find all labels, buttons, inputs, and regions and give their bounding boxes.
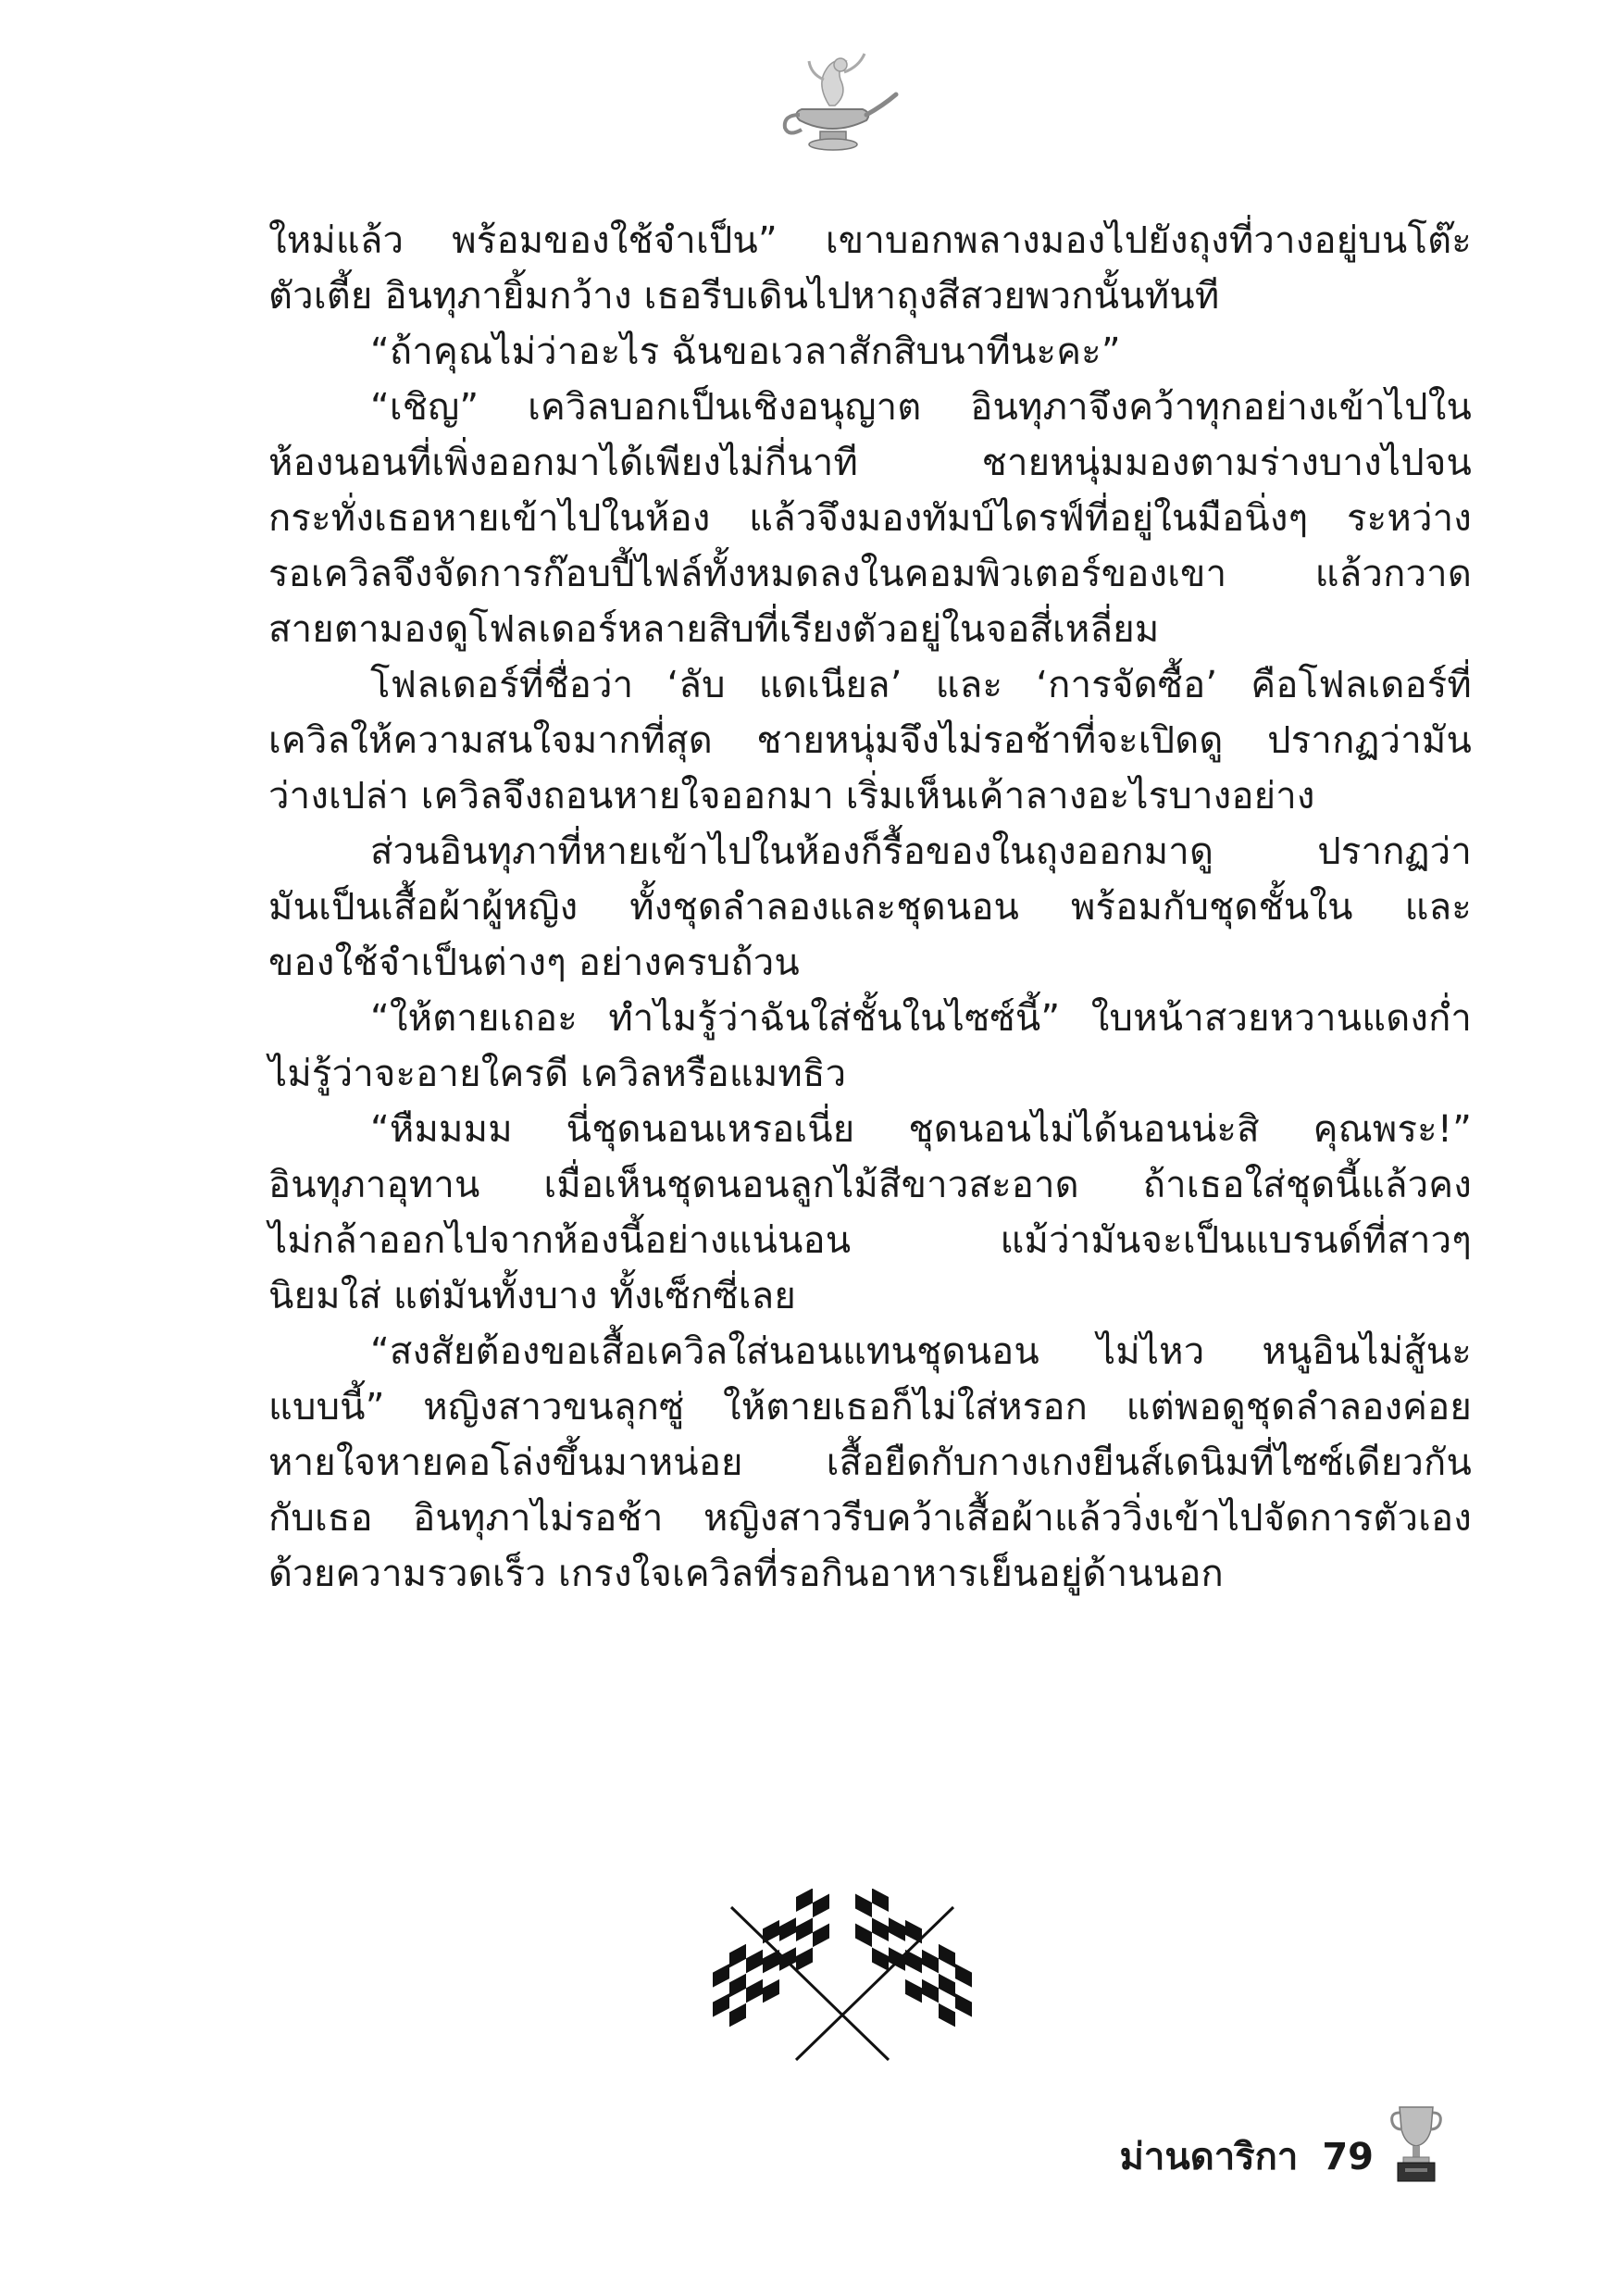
text-line: ส่วนอินทุภาที่หายเข้าไปในห้องก็รื้อของในถุงออกมาดู ปรากฏว่า <box>370 830 1472 873</box>
text-line: มันเป็นเสื้อผ้าผู้หญิง ทั้งชุดลำลองและชุดนอน พร้อมกับชุดชั้นใน และ <box>268 886 1472 929</box>
text-line: ว่างเปล่า เควิลจึงถอนหายใจออกมา เริ่มเห็นเค้าลางอะไรบางอย่าง <box>268 775 1315 817</box>
text-line: ของใช้จำเป็นต่างๆ อย่างครบถ้วน <box>268 942 800 984</box>
text-line: “สงสัยต้องขอเสื้อเควิลใส่นอนแทนชุดนอน ไม่ไหว หนูอินไม่สู้นะ <box>370 1330 1472 1373</box>
text-line: ตัวเตี้ย อินทุภายิ้มกว้าง เธอรีบเดินไปหาถุงสีสวยพวกนั้นทันที <box>268 275 1220 318</box>
text-line: “หืมมมม นี่ชุดนอนเหรอเนี่ย ชุดนอนไม่ได้นอนน่ะสิ คุณพระ!” <box>370 1108 1472 1151</box>
body-text <box>268 213 1472 1602</box>
text-line: “ให้ตายเถอะ ทำไมรู้ว่าฉันใส่ชั้นในไซซ์นี้” ใบหน้าสวยหวานแดงก่ำ <box>370 997 1472 1040</box>
text-line: กระทั่งเธอหายเข้าไปในห้อง แล้วจึงมองทัมบ์ไดรฟ์ที่อยู่ในมือนิ่งๆ ระหว่าง <box>268 497 1472 540</box>
genie-lamp-icon <box>763 48 902 159</box>
trophy-icon <box>1390 2102 1442 2185</box>
text-line: ไม่รู้ว่าจะอายใครดี เควิลหรือแมทธิว <box>268 1053 847 1095</box>
text-line: ไม่กล้าออกไปจากห้องนี้อย่างแน่นอน แม้ว่ามันจะเป็นแบรนด์ที่สาวๆ <box>268 1219 1472 1262</box>
page-footer <box>1120 2111 1442 2185</box>
text-line: “ถ้าคุณไม่ว่าอะไร ฉันขอเวลาสักสิบนาทีนะคะ” <box>370 331 1121 373</box>
text-line: กับเธอ อินทุภาไม่รอช้า หญิงสาวรีบคว้าเสื้อผ้าแล้ววิ่งเข้าไปจัดการตัวเอง <box>268 1497 1472 1540</box>
text-line: อินทุภาอุทาน เมื่อเห็นชุดนอนลูกไม้สีขาวสะอาด ถ้าเธอใส่ชุดนี้แล้วคง <box>268 1164 1472 1206</box>
text-line: ใหม่แล้ว พร้อมของใช้จำเป็น” เขาบอกพลางมองไปยังถุงที่วางอยู่บนโต๊ะ <box>268 219 1472 262</box>
text-line: “เชิญ” เควิลบอกเป็นเชิงอนุญาต อินทุภาจึงคว้าทุกอย่างเข้าไปใน <box>370 386 1472 429</box>
text-line: หายใจหายคอโล่งขึ้นมาหน่อย เสื้อยืดกับกางเกงยีนส์เดนิมที่ไซซ์เดียวกัน <box>268 1441 1472 1484</box>
book-title: ม่านดาริกา <box>1119 2136 1299 2178</box>
text-line: แบบนี้” หญิงสาวขนลุกซู่ ให้ตายเธอก็ไม่ใส่หรอก แต่พอดูชุดลำลองค่อย <box>268 1386 1472 1429</box>
text-line: โฟลเดอร์ที่ชื่อว่า ‘ลับ แดเนียล’ และ ‘การจัดซื้อ’ คือโฟลเดอร์ที่ <box>370 664 1472 706</box>
page-number: 79 <box>1322 2136 1374 2178</box>
checkered-flags-icon <box>703 1889 981 2065</box>
text-line: ด้วยความรวดเร็ว เกรงใจเควิลที่รอกินอาหารเย็นอยู่ด้านนอก <box>268 1553 1224 1595</box>
text-line: สายตามองดูโฟลเดอร์หลายสิบที่เรียงตัวอยู่ในจอสี่เหลี่ยม <box>268 608 1160 651</box>
text-line: ห้องนอนที่เพิ่งออกมาได้เพียงไม่กี่นาที ชายหนุ่มมองตามร่างบางไปจน <box>268 442 1472 484</box>
text-line: รอเควิลจึงจัดการก๊อบปี้ไฟล์ทั้งหมดลงในคอมพิวเตอร์ของเขา แล้วกวาด <box>268 553 1472 595</box>
text-line: เควิลให้ความสนใจมากที่สุด ชายหนุ่มจึงไม่รอช้าที่จะเปิดดู ปรากฏว่ามัน <box>268 719 1472 762</box>
text-line: นิยมใส่ แต่มันทั้งบาง ทั้งเซ็กซี่เลย <box>268 1275 796 1317</box>
